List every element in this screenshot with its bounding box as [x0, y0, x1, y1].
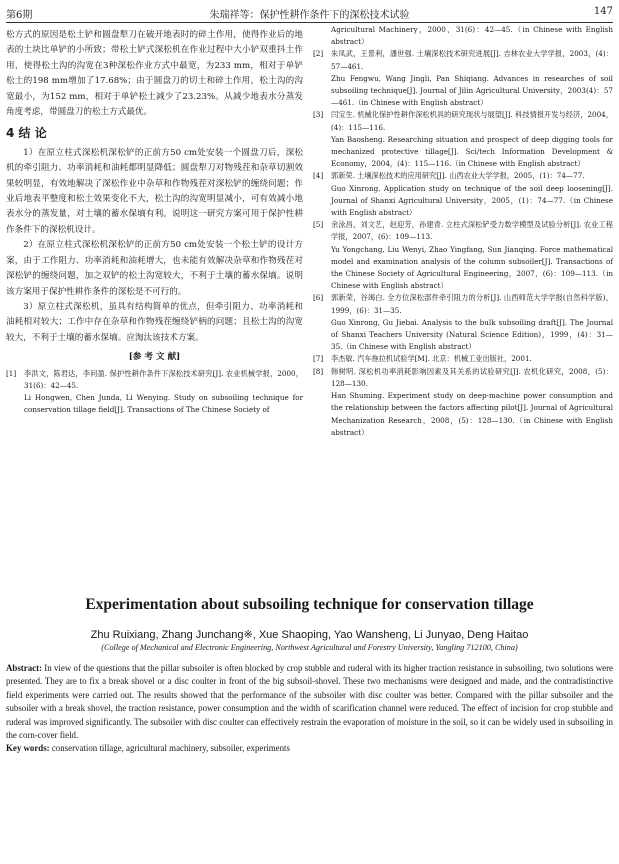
- reference-line: 韩树明. 深松机功率消耗影响因素及其关系的试验研究[J]. 农机化研究，2008，(5)：128—130.: [331, 366, 613, 388]
- abstract-label: Abstract:: [6, 663, 42, 673]
- reference-number: [3]: [313, 110, 324, 120]
- reference-item: [313, 353, 613, 365]
- reference-item: [313, 48, 613, 109]
- reference-number: [4]: [313, 171, 324, 181]
- reference-line: Han Shuming. Experiment study on deep-machine power consumption and the relationship between the factors affecting pilot[J]. Journal of Agricultural Mechanization Research，2008，(5)：128—130.（in Chinese with English abstract）: [331, 391, 613, 437]
- reference-item: [313, 219, 613, 292]
- english-affiliation: (College of Mechanical and Electronic Engineering, Northwest Agricultural and Forestry University, Yangling 712100, China): [101, 643, 518, 652]
- reference-line: 余泳昌，刘文艺，赵迎芳，孙建青. 立柱式深松铲受力数学模型及试验分析[J]. 农业工程学报，2007，(6)：109—113.: [331, 220, 613, 242]
- reference-number: [5]: [313, 220, 324, 230]
- reference-item: [313, 292, 613, 353]
- conclusion-1: 1）在原立柱式深松机深松铲的正前方50 cm处安装一个圆盘刀后，深松机的牵引阻力、功率消耗和油耗都明显降低；圆盘犁刀对物残茬和杂草切割效果较明显，有效地解决了深松作业中杂草和作物残茬对深松铲的缠绕问题；作业后地表平整度和松土效果变化不大，松土沟的沟宽明显减小，可有效减小地表水分的蒸发量，对土壤的蓄水保墒有利。说明这一研究方案可用于保护性耕作条件下的深松机设计。: [6, 147, 303, 235]
- page-header: [6, 6, 613, 23]
- reference-list: [313, 48, 613, 439]
- reference-line: 李杰敏. 汽车拖拉机试验学[M]. 北京：机械工业出版社，2001.: [331, 354, 532, 364]
- reference-line: Guo Xinrong, Gu Jiebai. Analysis to the bulk subsoiling draft[J]. The Journal of Shanxi Teachers University (Natural Science Edition)，1999，(4)：31—35.（in Chinese with English abstract）: [331, 317, 613, 352]
- reference-line: Zhu Fengwu, Wang Jingli, Pan Shiqiang. Advances in researches of soil subsoiling technique[J]. Journal of Jilin Agricultural University，2003(4)：57—461.（in Chinese with English abstract）: [331, 73, 613, 108]
- reference-line: 郭新荣，谷竭白. 全方位深松部件牵引阻力的分析[J]. 山西师范大学学报(自然科学版)，1999，(6)：31—35.: [331, 293, 613, 315]
- reference-line: Li Hongwen, Chen Junda, Li Wenying. Study on subsoiling technique for conservation tillage field[J]. Transactions of The Chinese Society of: [24, 392, 303, 415]
- reference-1-continued: [313, 24, 613, 48]
- keywords-text: conservation tillage, agricultural machinery, subsoiler, experiments: [49, 743, 290, 754]
- reference-number: [2]: [313, 49, 324, 59]
- section-heading: 4 结 论: [6, 126, 47, 141]
- reference-item: [313, 109, 613, 170]
- reference-number: [7]: [313, 354, 324, 364]
- reference-number: [1]: [6, 368, 17, 378]
- reference-number: [6]: [313, 293, 324, 303]
- conclusion-2: 2）在原立柱式深松机深松铲的正前方50 cm处安装一个松土铲的设计方案，由于工作阻力、功率消耗和油耗增大，也未能有效解决杂草和作物残茬对深松铲的缠绕问题，加之双铲的松土沟宽较大，不利于土壤的蓄水保墒。说明该方案用于保护性耕作条件的深松是不可行的。: [6, 240, 303, 297]
- reference-1: [6, 368, 303, 417]
- reference-item: [313, 366, 613, 439]
- reference-line: 郭新荣. 土壤深松技术的应用研究[J]. 山西农业大学学报，2005，(1)：74—77.: [331, 171, 585, 181]
- english-authors: Zhu Ruixiang, Zhang Junchang※, Xue Shaoping, Yao Wansheng, Li Junyao, Deng Haitao: [90, 629, 529, 641]
- reference-line: Yu Yongchang, Liu Wenyi, Zhao Yingfang, Sun Jianqing. Force mathematical model and examination analysis of the column subsoiler[J]. Transactions of the Chinese Society of Agricultural Engineering，2007，(6)：109—113.（in Chinese with English abstract）: [331, 244, 613, 291]
- intro-paragraph: 松方式的原因是松土铲和圆盘犁刀在破开地表时的碎土作用，使得作业后的地表的土块比单铲的小所致；带松土铲式深松机在作业过程中大小铲双重抖土作用，使得松土沟的沟宽在3种深松作业方式中最宽，为233 mm，相对于单铲松土的198 mm增加了17.68%；由于圆盘刀的切土和碎土作用，松土沟的沟宽最小，为152 mm，相对于单铲松土减少了23.23%。从减少地表水分蒸发角度考虑，带圆盘刀的松土方式最优。: [6, 30, 303, 118]
- keywords-label: Key words:: [6, 743, 50, 754]
- running-title: 朱瑞祥等：保护性耕作条件下的深松技术试验: [209, 10, 410, 21]
- issue-label: 第6期: [6, 10, 33, 21]
- abstract: [6, 662, 613, 742]
- reference-line: Guo Xinrong. Application study on technique of the soil deep loosening[J]. Journal of Shanxi Agricultural University，2005，(1)：74—77.（in Chinese with English abstract）: [331, 183, 613, 218]
- reference-line: Agricultural Machinery，2000，31(6)：42—45.（in Chinese with English abstract）: [331, 25, 613, 47]
- english-abstract-block: [6, 596, 613, 756]
- reference-line: 李洪文，陈君达，李问盈. 保护性耕作条件下深松技术研究[J]. 农业机械学报，2000，31(6)：42—45.: [24, 368, 303, 390]
- reference-number: [8]: [313, 366, 324, 376]
- abstract-text: In view of the questions that the pillar subsoiler is often blocked by crop stubble and ruderal with its higher traction resistance in subsoiling, two solutions were presented. They are to fix a break shovel or a disc coulter in front of the big subsoil-shovel. These two mechanisms were designed and made, and the contradistinctive field experiments were carried out. The results showed that the performance of the subsoiler with disc coulter was better. Compared with the pillar subsoiler and the subsoiler with a break shovel, the traction resistance, power consumption and the width of scarification channel were reduced. The effect of incision for crop stubble and ruderal was improved significantly. The subsoiler with disc coulter can effectively restrain the evaporation of moisture in the soil, so it can be widely used in subsoiling in the corn-cover field.: [6, 663, 613, 741]
- keywords: [6, 742, 613, 755]
- reference-line: 闫宝生. 机械化保护性耕作深松机具的研究现状与展望[J]. 科技情报开发与经济，2004，(4)：115—116.: [331, 110, 613, 132]
- page-number: 147: [593, 6, 613, 17]
- references-title: [参 考 文 献]: [128, 352, 181, 363]
- english-title: Experimentation about subsoiling technique for conservation tillage: [85, 596, 534, 613]
- reference-item: [313, 170, 613, 219]
- conclusion-3: 3）原立柱式深松机，虽具有结构简单的优点，但牵引阻力、功率消耗和油耗相对较大；工作中存在杂草和作物残茬缠绕铲柄的问题；且松土沟的沟宽较大，不利于土壤的蓄水保墒。应淘汰该技术方案。: [6, 301, 303, 343]
- right-column: [313, 24, 613, 439]
- left-column: [6, 28, 303, 416]
- reference-line: 朱凤武，王景利，潘世强. 土壤深松技术研究进展[J]. 吉林农业大学学报，2003，(4)：57—461.: [331, 49, 613, 71]
- reference-line: Yan Baosheng. Researching situation and prospect of deep digging tools for mechanized protective tillage[J]. Sci/tech Information Development & Economy，2004，(4)：115—116.（in Chinese with English abstract）: [331, 134, 613, 169]
